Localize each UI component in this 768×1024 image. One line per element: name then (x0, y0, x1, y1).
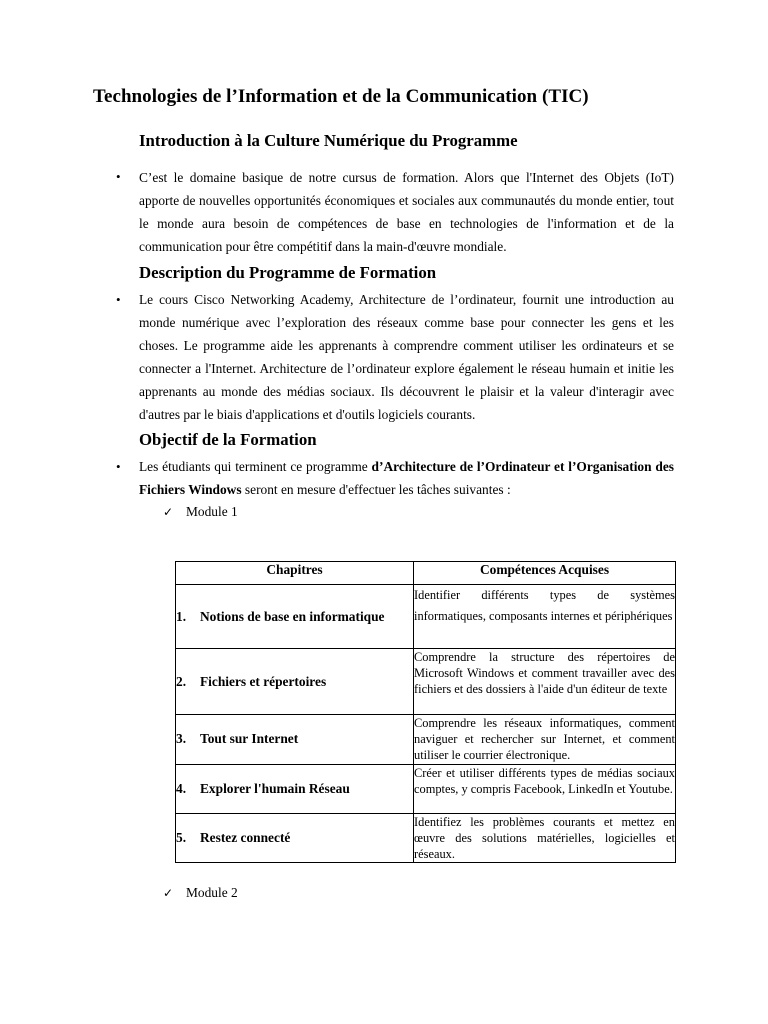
checkmark-icon: ✓ (163, 886, 174, 900)
chapter-title: Fichiers et répertoires (200, 673, 327, 689)
table-row (176, 585, 676, 649)
chapter-number: 5. (176, 829, 187, 845)
chapter-title: Restez connecté (200, 829, 291, 845)
chapter-title: Explorer l'humain Réseau (200, 780, 350, 796)
module-1-label: Module 1 (186, 504, 238, 519)
module-1-table (175, 561, 676, 863)
checkmark-icon: ✓ (163, 505, 174, 519)
table-row (176, 715, 676, 765)
table-row (176, 813, 676, 863)
table-header-row (176, 562, 676, 585)
section-heading-description: Description du Programme de Formation (139, 263, 437, 282)
skills-cell: Créer et utiliser différents types de médias sociaux comptes, y compris Facebook, LinkedIn et Youtube. (414, 764, 676, 813)
chapter-title: Tout sur Internet (200, 731, 299, 747)
bullet-icon: • (116, 459, 121, 474)
skills-cell: Comprendre la structure des répertoires de Microsoft Windows et comment travailler avec des fichiers et des dossiers à l'aide d'un éditeur de texte (414, 649, 676, 715)
skills-cell: Identifier différents types de systèmes informatiques, composants internes et périphériques (414, 585, 676, 649)
chapter-cell (176, 585, 414, 649)
skills-cell: Identifiez les problèmes courants et mettez en œuvre des solutions matérielles, logicielles et réseaux. (414, 814, 675, 862)
header-chapters: Chapitres (176, 562, 414, 585)
chapter-title: Notions de base en informatique (200, 608, 385, 624)
chapter-number: 2. (176, 673, 187, 689)
header-skills: Compétences Acquises (414, 562, 676, 585)
bullet-icon: • (116, 169, 121, 184)
section-heading-introduction: Introduction à la Culture Numérique du Programme (139, 131, 518, 150)
module-2-item (163, 883, 238, 903)
objective-paragraph (139, 455, 674, 501)
chapter-cell (176, 715, 414, 765)
objective-course-name: d’Architecture de l’Ordinateur et l’Organisation des Fichiers Windows (139, 459, 674, 497)
chapter-number: 3. (176, 731, 187, 747)
table-row (176, 764, 676, 813)
table-row (176, 649, 676, 715)
chapter-cell (176, 649, 414, 715)
bullet-icon: • (116, 292, 121, 307)
objective-text-start: Les étudiants qui terminent ce programme (139, 459, 372, 474)
module-1-item (163, 502, 238, 522)
chapter-cell (176, 764, 414, 813)
description-paragraph: Le cours Cisco Networking Academy, Architecture de l’ordinateur, fournit une introduction au monde numérique avec l’exploration des réseaux comme base pour connecter les gens et les choses. Le programme aide les apprenants à comprendre comment utiliser les ordinateurs et se connecter a l'Internet. Architecture de l’ordinateur explore également le réseau humain et initie les apprenants au monde des médias sociaux. Ils découvrent le plaisir et la valeur d'interagir avec d'autres par le biais d'applications et d'outils logiciels courants. (139, 292, 674, 422)
module-2-label: Module 2 (186, 885, 238, 900)
section-heading-objective: Objectif de la Formation (139, 430, 317, 449)
document-title: Technologies de l’Information et de la Communication (TIC) (93, 86, 589, 107)
chapter-number: 1. (176, 608, 187, 624)
chapter-number: 4. (176, 780, 187, 796)
chapter-cell (176, 813, 414, 863)
objective-text-end: seront en mesure d'effectuer les tâches suivantes : (241, 482, 511, 497)
skills-cell: Comprendre les réseaux informatiques, comment naviguer et rechercher sur Internet, et comment utiliser le courrier électronique. (414, 716, 675, 763)
introduction-paragraph: C’est le domaine basique de notre cursus de formation. Alors que l'Internet des Objets (IoT) apporte de nouvelles opportunités économiques et sociales aux communautés du monde entier, tout le monde aura besoin de compétences de base en technologies de l'information et de la communication pour être compétitif dans la main-d'œuvre mondiale. (139, 170, 674, 254)
